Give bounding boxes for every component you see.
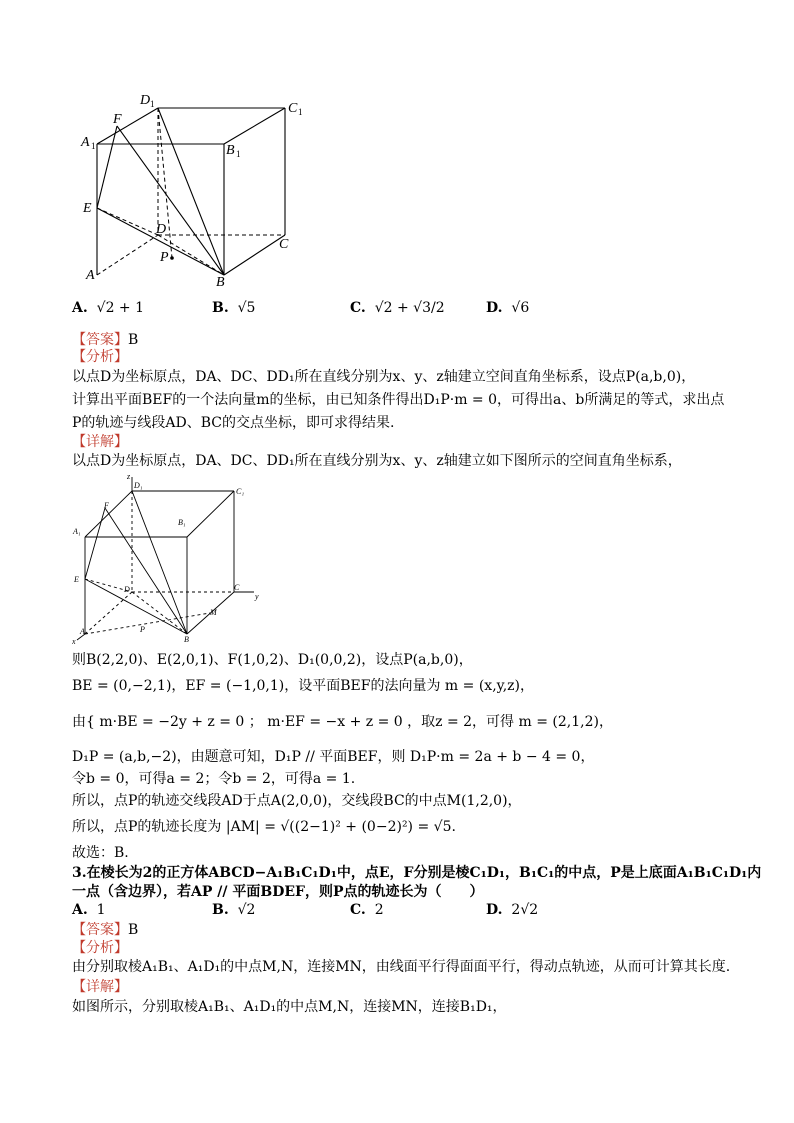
answer-q3: 【答案】B bbox=[72, 922, 139, 938]
detail-line-6: 所以，点P的轨迹交线段AD于点A(2,0,0)，交线段BC的中点M(1,2,0)， bbox=[72, 793, 522, 809]
label-C: C bbox=[279, 237, 289, 252]
option-a: A. √2 + 1 bbox=[72, 300, 145, 316]
label-D1: D bbox=[140, 93, 151, 108]
q3-option-c: C. 2 bbox=[350, 902, 384, 918]
fig2-label-x: x bbox=[72, 637, 76, 644]
fig2-label-D: D bbox=[124, 585, 130, 594]
q3-line-2: 一点（含边界），若AP // 平面BDEF，则P点的轨迹长为（ ） bbox=[72, 884, 484, 900]
analysis-line-1: 以点D为坐标原点，DA、DC、DD₁所在直线分别为x、y、z轴建立空间直角坐标系，设点P(a,b,0)， bbox=[72, 369, 696, 385]
fig2-label-A1: A₁ bbox=[73, 527, 81, 536]
cube-figure-1 bbox=[80, 90, 310, 290]
detail-intro: 以点D为坐标原点，DA、DC、DD₁所在直线分别为x、y、z轴建立如下图所示的空间直角坐标系， bbox=[72, 453, 682, 469]
label-A1-sub: 1 bbox=[91, 141, 96, 151]
label-A1: A bbox=[81, 135, 90, 150]
detail-q3-text: 如图所示，分别取棱A₁B₁、A₁D₁的中点M,N，连接MN，连接B₁D₁， bbox=[72, 999, 507, 1015]
analysis-tag-q3: 【分析】 bbox=[72, 940, 128, 956]
label-D1-sub: 1 bbox=[150, 99, 155, 109]
fig2-label-y: y bbox=[255, 592, 259, 601]
detail-tag-q3: 【详解】 bbox=[72, 979, 128, 995]
detail-line-2: BE = (0,−2,1)，EF = (−1,0,1)，设平面BEF的法向量为 m = (x,y,z)， bbox=[72, 678, 534, 694]
label-A: A bbox=[86, 268, 95, 283]
label-B: B bbox=[216, 275, 225, 290]
detail-line-1: 则B(2,2,0)、E(2,0,1)、F(1,0,2)、D₁(0,0,2)，设点P(a,b,0)， bbox=[72, 652, 473, 668]
analysis-q3-text: 由分别取棱A₁B₁、A₁D₁的中点M,N，连接MN，由线面平行得面面平行，得动点轨迹，从而可计算其长度. bbox=[72, 959, 731, 975]
label-B1-sub: 1 bbox=[236, 149, 241, 159]
q3-option-b: B. √2 bbox=[212, 902, 256, 918]
q3-option-d: D. 2√2 bbox=[486, 902, 539, 918]
analysis-tag-q2: 【分析】 bbox=[72, 349, 128, 365]
label-E: E bbox=[83, 201, 92, 216]
detail-line-4: D₁P = (a,b,−2)，由题意可知，D₁P // 平面BEF，则 D₁P·m = 2a + b − 4 = 0， bbox=[72, 749, 595, 765]
label-F: F bbox=[113, 112, 122, 127]
option-d: D. √6 bbox=[486, 300, 530, 316]
fig2-label-A: A bbox=[80, 627, 85, 636]
cube-figure-2 bbox=[72, 474, 272, 644]
q3-line-1: 3.在棱长为2的正方体ABCD−A₁B₁C₁D₁中，点E，F分别是棱C₁D₁，B₁C₁的中点，P是上底面A₁B₁C₁D₁内 bbox=[72, 865, 762, 881]
detail-line-8: 故选：B. bbox=[72, 845, 129, 861]
label-D: D bbox=[156, 222, 167, 237]
fig2-label-C: C bbox=[234, 583, 240, 592]
label-B1: B bbox=[226, 143, 235, 158]
analysis-line-2: 计算出平面BEF的一个法向量m的坐标，由已知条件得出D₁P·m = 0，可得出a、b所满足的等式，求出点 bbox=[72, 392, 725, 408]
detail-line-3: 由{ m·BE = −2y + z = 0 ； m·EF = −x + z = 0 ，取z = 2，可得 m = (2,1,2)， bbox=[72, 714, 613, 730]
fig2-label-z: z bbox=[127, 474, 131, 481]
fig2-label-C1: C₁ bbox=[236, 487, 245, 496]
fig2-label-F: F bbox=[104, 501, 109, 510]
q3-option-a: A. 1 bbox=[72, 902, 106, 918]
label-C1-sub: 1 bbox=[298, 107, 303, 117]
analysis-line-3: P的轨迹与线段AD、BC的交点坐标，即可求得结果. bbox=[72, 415, 395, 431]
label-C1: C bbox=[288, 101, 298, 116]
option-b: B. √5 bbox=[212, 300, 256, 316]
fig2-label-P: P bbox=[140, 625, 145, 634]
detail-line-7: 所以，点P的轨迹长度为 |AM| = √((2−1)² + (0−2)²) = √5. bbox=[72, 819, 456, 835]
fig2-label-B: B bbox=[184, 635, 189, 644]
fig2-label-D1: D₁ bbox=[134, 481, 143, 490]
detail-line-5: 令b = 0，可得a = 2；令b = 2，可得a = 1. bbox=[72, 771, 356, 787]
label-P: P bbox=[160, 250, 169, 265]
fig2-label-E: E bbox=[74, 575, 79, 584]
detail-tag-q2: 【详解】 bbox=[72, 434, 128, 450]
fig2-label-B1: B₁ bbox=[178, 518, 186, 527]
answer-q2: 【答案】B bbox=[72, 332, 139, 348]
option-c: C. √2 + √3/2 bbox=[350, 300, 445, 316]
fig2-label-M: M bbox=[210, 608, 217, 617]
